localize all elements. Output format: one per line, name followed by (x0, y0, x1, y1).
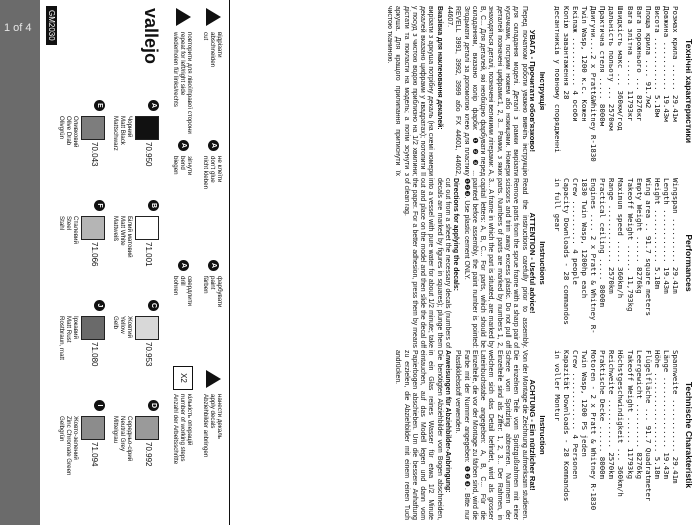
decal-heading: Anweisungen für Abziehbilder-Anbringung: (444, 350, 452, 493)
spec-line: Engines .... 2 x Pratt & Whitney R- (589, 178, 599, 334)
spec-line: Crew ............. 4 Personen (570, 350, 580, 480)
spec-line: дальність польоту ... 2570км (607, 6, 617, 131)
spec-line: Двигуни....2 x Pratt&Whitney R-1830 (589, 6, 599, 162)
spec-line: in voller Montur (552, 350, 562, 422)
symbol-caption: не клеїти don't glue nicht kleben (202, 156, 223, 190)
color-code: 70.950 (144, 142, 153, 167)
color-letter: A (148, 100, 159, 111)
spec-line: Довжина ........... 19.43м (661, 6, 671, 122)
color-swatch (81, 416, 105, 440)
document-page (40, 0, 700, 525)
column-german (393, 350, 700, 520)
column-title: Technische Charakteristik (684, 381, 694, 489)
color-name: Жовто-зелений Zinc Chromate Green Gelbgrün (58, 416, 79, 476)
symbol-caption: фарбувати paint färben (202, 276, 223, 308)
color-name: Жовтий Yellow Gelb (112, 316, 133, 338)
spec-line: Empty Weight ...... 8276kg (634, 178, 644, 294)
instructions-heading: Instructions (537, 241, 547, 285)
color-letter: I (94, 400, 105, 411)
legend-area (40, 0, 230, 525)
spec-line: Height ............ 5.18m (652, 178, 662, 290)
rotated-instruction-sheet (40, 0, 700, 525)
drill-icon: A (178, 260, 189, 271)
decal-text: вирізати з аркуша потрібну декаль (на схемі номери декалей вказано цифрами у квадратах); потопити її у посуд з чистою водою приблизно на 1/2 хвилини; дістати та покласти на модель; а потім зсунути з аркуша. Для кращого прилипання притиснути їх чистою тканиною. (385, 6, 435, 176)
color-letter: C (148, 300, 159, 311)
color-swatch (81, 316, 105, 340)
symbol-caption: свердлити drill bohren (172, 276, 193, 307)
spec-line: Копію завантаження 28 (561, 6, 571, 100)
spec-line: Kapazität Downloads - 28 Kommandos (561, 350, 571, 502)
color-name: Чорний Matt Black Mattschwarz (112, 116, 133, 151)
color-code: 71.094 (90, 442, 99, 467)
page-code-badge: GM2030 (46, 6, 57, 45)
symbol-caption: нанести декаль apply decals Abziehbilder anbringen (202, 394, 223, 458)
column-english (401, 178, 700, 348)
instructions-text: Перед початком роботи уважно вивчіть інструкцію для складання моделі. Деталі з рамки вирізати кусачками, гострим ножем або ножицями. Номери деталей позначені цифрами:1, 2, 3... Рамки, з яких знаходяться деталі, позначені великими літерами: A, B, C... Для деталей, які необхідно фарбувати перед складанням, вказано колір фарби: ❶❷❸... Згодьмати деталі за допомогою клею для пластику REVELL 3991, 3992, 3999 або FX 44601, 44602, 44607. (446, 6, 528, 176)
repeat-side-icon (176, 8, 191, 26)
paint-icon: A (208, 260, 219, 271)
spec-line: Висота ............ 5.18м (652, 6, 662, 118)
color-swatch (135, 116, 159, 140)
cut-icon (206, 8, 221, 26)
spec-line: 1830 Twin Wasp, 1200hp each (580, 178, 590, 299)
spec-line: Reichweite ........... 2570km (607, 350, 617, 480)
spec-line: Höhe .................. 5.18m (652, 350, 662, 480)
spec-line: Range ............. 2570km (607, 178, 617, 294)
bend-icon: A (178, 140, 189, 151)
spec-line: Motoren - 2 x Pratt & Whitney R-1830 (589, 350, 599, 511)
column-title: Технічні характеристики (684, 38, 694, 144)
color-code: 70.953 (144, 342, 153, 367)
color-name: Сталевий Steel Stahl (58, 216, 79, 244)
spec-line: Twin Wasp, 1200 к.с. Кожен (580, 6, 590, 122)
instructions-heading: Інструкція (537, 71, 547, 111)
color-name: Іржавий Matt Rust Rostbraun, matt (58, 316, 79, 361)
color-code: 70.992 (144, 442, 153, 467)
color-swatch (81, 216, 105, 240)
spec-line: Вага порожнього ... 8276кг (634, 6, 644, 122)
color-letter: J (94, 300, 105, 311)
color-code: 71.066 (90, 242, 99, 267)
color-code: 70.043 (90, 142, 99, 167)
color-name: Оливковий Olive Drab Olivgrün (58, 116, 79, 148)
color-letter: E (94, 100, 105, 111)
spec-line: Praktische Decke ...... 8000m (598, 350, 608, 480)
spec-line: Вага злітна ...... 11793кг (625, 6, 635, 122)
instructions-text: Von der Montage die Zeichnung aufmerksam studieren. Die einzelnen Teile vom Spritzgußrahmen mit einer Schere vom Spritzling abtrennen. Nummern der Einzelteile sind als Ziffer: 1, 2, 3... Der Rahmen, in welchem sich das Detail befindet, wird als grosser Lateinbuchstabe angegeben: A, B, C... Für die Einzelteile, die vor der Montage zu färben sind, wird die Farbe mit der Nummer angegeben: ❶❷❸. Bitte nur Plastikklebstoff verwenden. (454, 350, 528, 520)
color-code: 71.001 (144, 242, 153, 267)
spec-line: Länge ................ 19.43m (661, 350, 671, 480)
spec-line: Швидкість макс ... 360км/год (616, 6, 626, 131)
color-name: Білий матовий Matt White Mattweiß (112, 216, 133, 258)
spec-line: Wingspan .......... 29.41m (671, 178, 680, 294)
no-glue-icon: A (208, 140, 219, 151)
symbol-caption: відрізати abschneiden cut (202, 32, 223, 68)
color-swatch (135, 416, 159, 440)
column-title: Performances (684, 234, 694, 292)
spec-line: Practical ceiling ..... 8000m (598, 178, 608, 308)
spec-line: Höchstgeschwindigkeit ... 360km/h (616, 350, 626, 497)
color-name: Середньо-сірий Neutral Grey Mittelgrau (112, 416, 133, 462)
spec-line: Crew .......... 4 people (570, 178, 580, 285)
decal-text: Die benötigten Abziehbilder vom Bogen abschneiden, in ein Glas reines Wasser für etwa 1/2 Minute eintauchen, auf das Modell legen und dann vom Papierbogen abschieben. Um die bessere Anhaftung zu erzielen, die Abziehbilder mit einem reinen Tuch andrücken. (394, 350, 443, 520)
decal-heading: Directions for applying the decals: (452, 178, 460, 291)
attention-heading: УВАГА - Прочитати обов'язково! (527, 29, 537, 153)
color-letter: F (94, 200, 105, 211)
decal-text: cut out from a sheet the necessary decals (numbers of decals are marked by figures in squares); plunge them into a vessel with pure water for about 1/2 minute; take out and place on the model and then slide the decal off the paper. For a better adhesion, press them by means of clean rag. (402, 178, 452, 348)
color-letter: B (148, 200, 159, 211)
attention-heading: ATTENTION - Useful advice! (527, 212, 537, 314)
color-swatch (135, 216, 159, 240)
page-thumbnail-rail (0, 0, 40, 525)
brand-logo: vallejo (141, 8, 161, 65)
symbol-caption: зігнути bend biegen (172, 156, 193, 176)
steps-icon: X2 (173, 366, 193, 390)
column-ukrainian (385, 6, 700, 176)
color-swatch (135, 316, 159, 340)
spec-line: in full gear (552, 178, 562, 232)
symbol-caption: кількість операцій number of working steps Anzahl der Arbeitsschritte (172, 394, 193, 465)
spec-line: Площа крила .... 91.7м2 (643, 6, 653, 109)
spec-line: Takeoff Weight ...... 11,793kg (625, 178, 635, 312)
spec-line: Практична стеля ..... 8000м (598, 6, 608, 127)
page-indicator: 1 of 4 (4, 22, 32, 34)
spec-line: Length ............ 19.43m (661, 178, 671, 294)
spec-line: Maximum speed ..... 360km/h (616, 178, 626, 299)
spec-line: Capacity Downloads - 28 commandos (561, 178, 571, 325)
decal-icon (206, 370, 221, 388)
spec-line: Екіпаж ........... 4 особи (570, 6, 580, 122)
spec-line: Wing area .. 91.7 square meters (643, 178, 653, 316)
spec-line: Takeoff Weight ...... 11793kg (625, 350, 635, 480)
spec-line: десантників у повному спорядженні (552, 6, 562, 153)
spec-line: Flügelfläche ... 91.7 Quadratmeter (643, 350, 653, 502)
attention-heading: ACHTUNG - Ein nützlicher Rat! (527, 379, 537, 491)
color-letter: D (148, 400, 159, 411)
symbol-caption: повторити для лівої/правої сторони repeat for left/right side wiederholen für links/rechts (172, 32, 193, 134)
spec-line: Twin Wasp, 1200 PS jeden (580, 350, 590, 457)
decal-heading: Вказівка для наклеювання декалей: (435, 6, 443, 130)
spec-line: Leergewicht .......... 8276kg (634, 350, 644, 480)
instructions-heading: Instruction (537, 415, 547, 455)
color-swatch (81, 116, 105, 140)
color-code: 71.080 (90, 342, 99, 367)
spec-line: Розмах крила ...... 29.41м (671, 6, 680, 122)
spec-line: Spannweite ............ 29.41m (671, 350, 680, 484)
instructions-text: Read the instructions carefully prior to assembly. Remove parts from the sprue frame with a sharp pair of scissors and trim away excess plastic. Do not pull off parts. Numbers of parts are marked by numbers 1, 2, 3... A frame in which the part is situated, are marked by capital letters: A, B, C... For parts, which should be painted before assembly, the paint number is pointed: ❶❷❸. Use plastic cement ONLY. (462, 178, 528, 348)
